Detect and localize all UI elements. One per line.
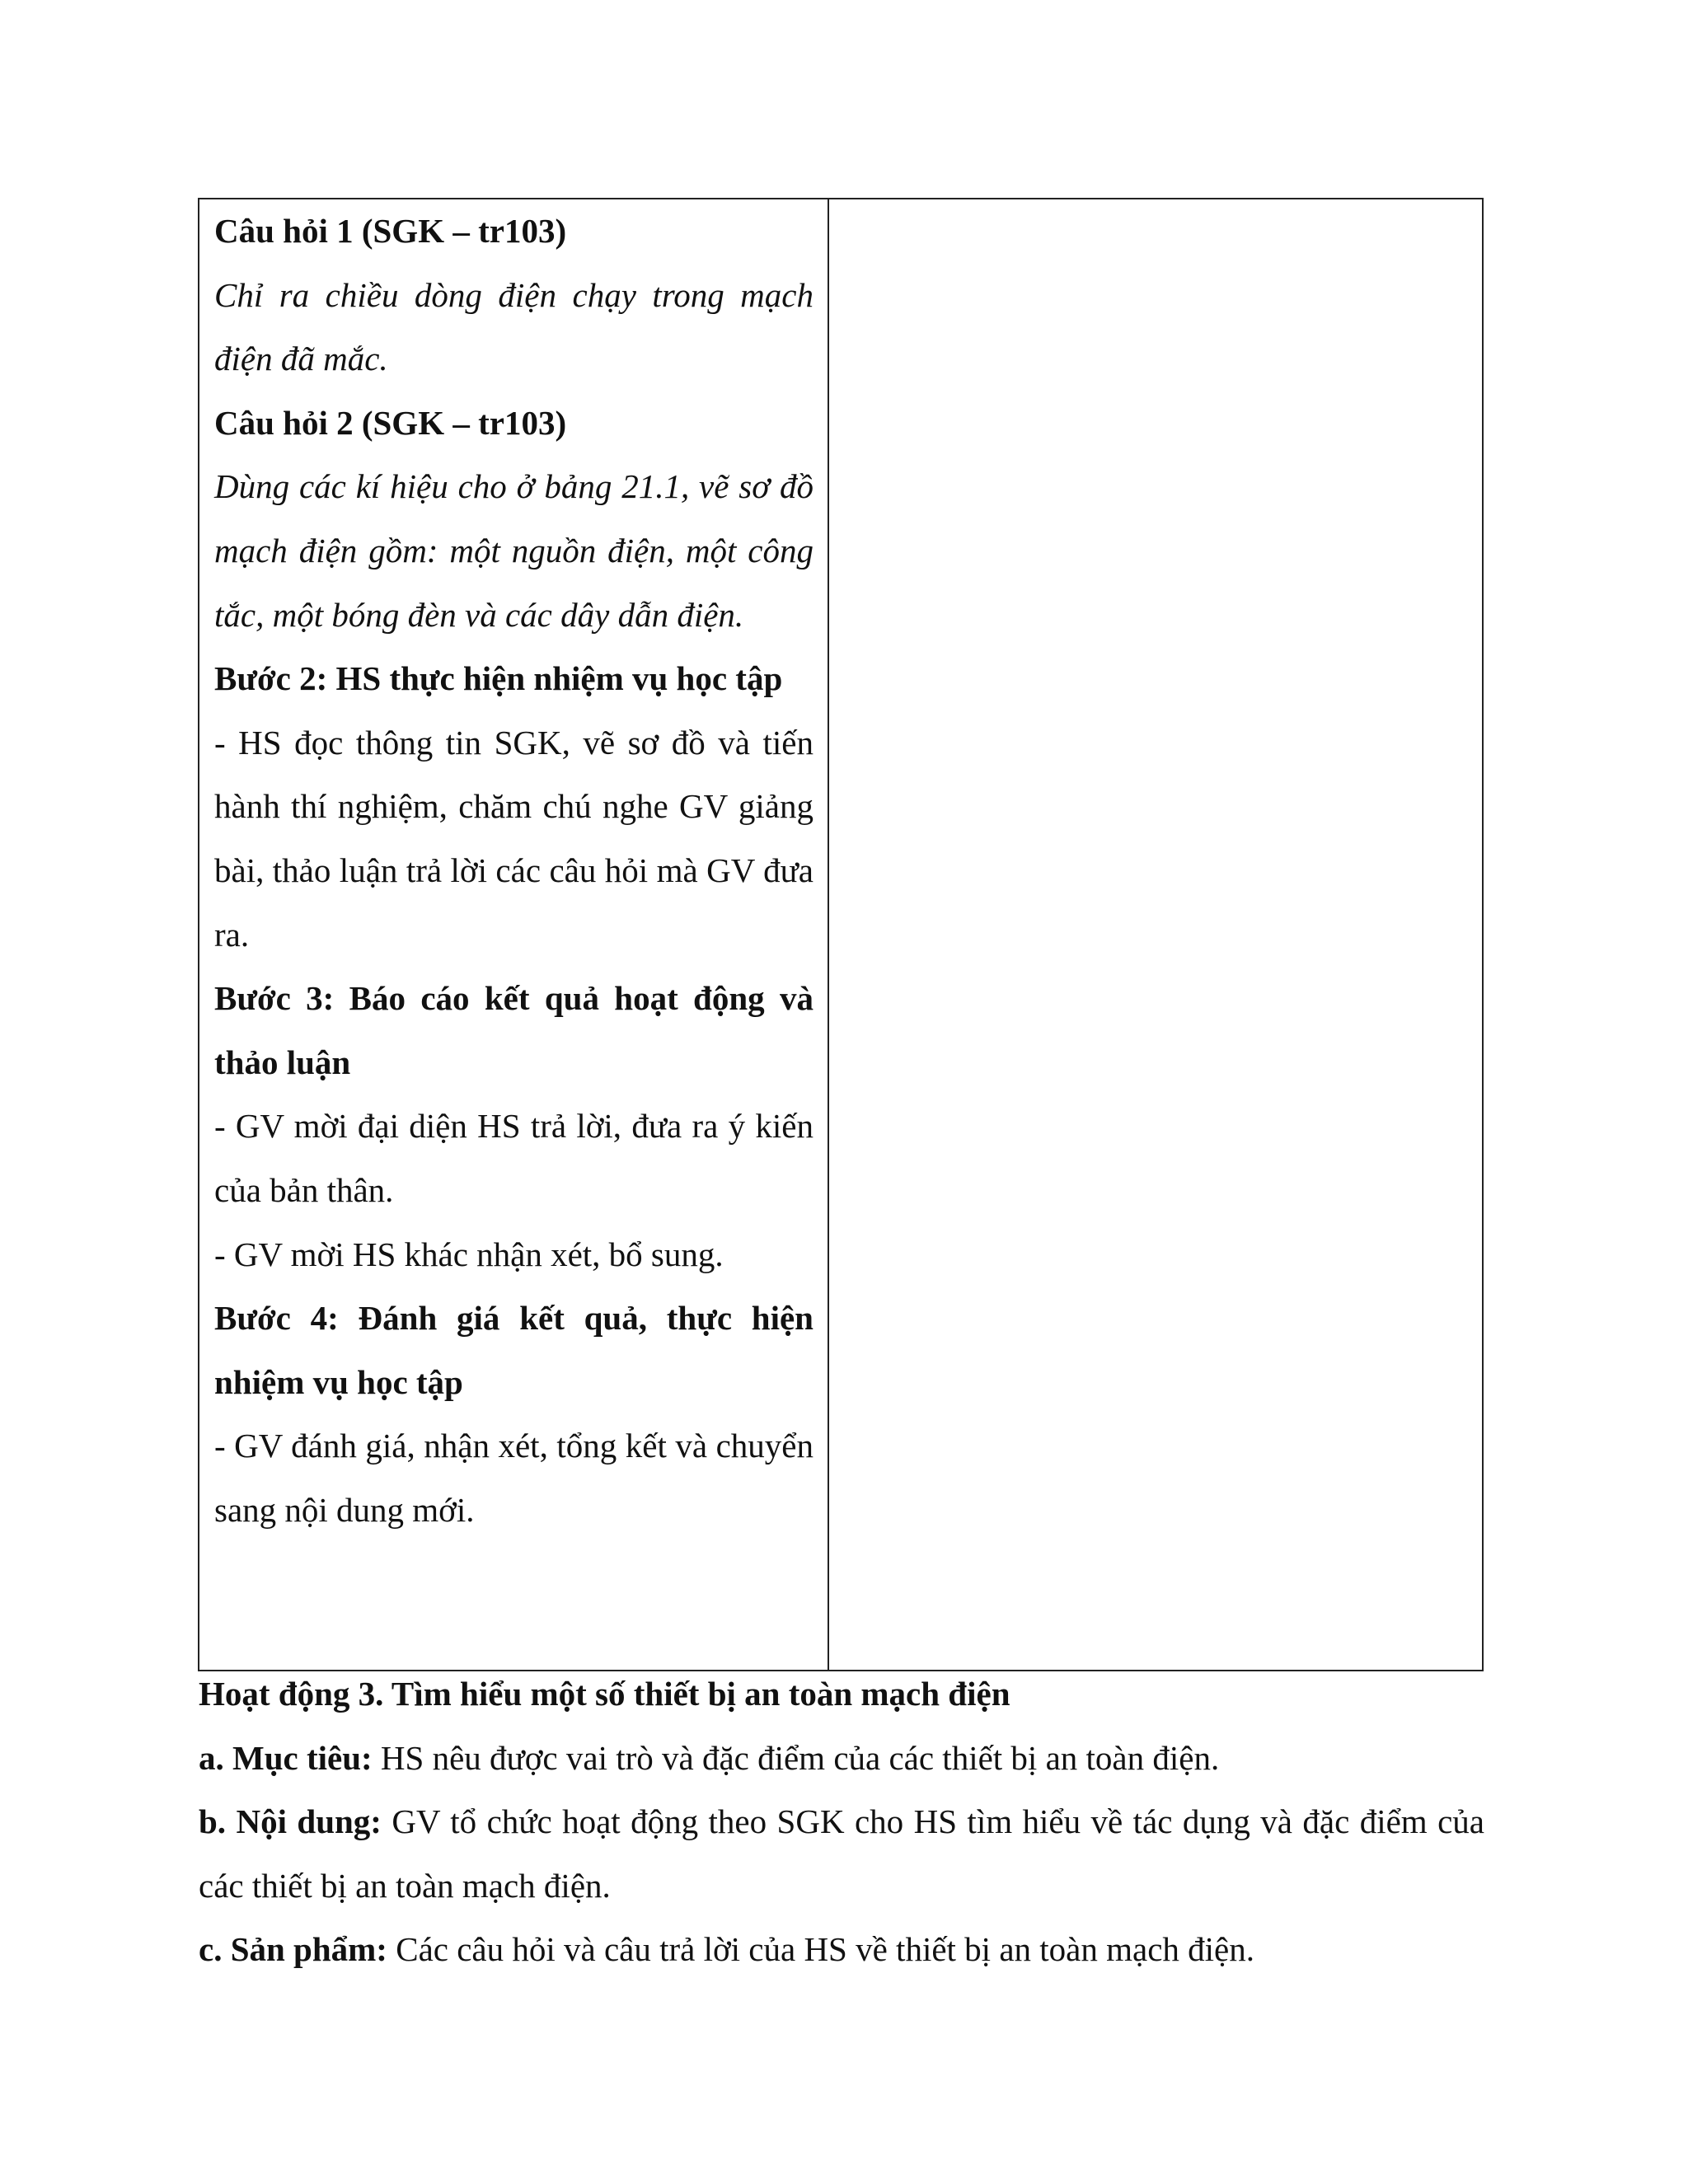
lesson-table — [198, 198, 1484, 1671]
content-text: GV tổ chức hoạt động theo SGK cho HS tìm hiểu về tác dụng và đặc điểm của các thiết bị an toàn mạch điện. — [199, 1802, 1484, 1905]
step-4-title: Bước 4: Đánh giá kết quả, thực hiện nhiệm vụ học tập — [214, 1299, 814, 1401]
table-cell-activities — [199, 199, 829, 1670]
step-2-title: Bước 2: HS thực hiện nhiệm vụ học tập — [214, 659, 783, 698]
cell-content — [214, 199, 814, 1542]
objective-text: HS nêu được vai trò và đặc điểm của các thiết bị an toàn điện. — [372, 1738, 1220, 1777]
product-text: Các câu hỏi và câu trả lời của HS về thiết bị an toàn mạch điện. — [387, 1930, 1254, 1969]
step-3-title: Bước 3: Báo cáo kết quả hoạt động và thảo luận — [214, 979, 814, 1081]
objective-paragraph — [199, 1727, 1484, 1791]
product-label: c. Sản phẩm: — [199, 1930, 387, 1969]
activity-section — [199, 1662, 1484, 1982]
product-paragraph — [199, 1918, 1484, 1982]
content-label: b. Nội dung: — [199, 1802, 382, 1841]
activity-title: Hoạt động 3. Tìm hiểu một số thiết bị an toàn mạch điện — [199, 1675, 1010, 1713]
question-2-text: Dùng các kí hiệu cho ở bảng 21.1, vẽ sơ đồ mạch điện gồm: một nguồn điện, một công tắc, một bóng đèn và các dây dẫn điện. — [214, 467, 814, 634]
step-3-text-1: - GV mời đại diện HS trả lời, đưa ra ý kiến của bản thân. — [214, 1107, 814, 1209]
step-3-text-2: - GV mời HS khác nhận xét, bổ sung. — [214, 1235, 724, 1273]
objective-label: a. Mục tiêu: — [199, 1738, 373, 1777]
question-2-title: Câu hỏi 2 (SGK – tr103) — [214, 403, 567, 442]
table-cell-products — [829, 199, 1482, 1670]
step-2-text: - HS đọc thông tin SGK, vẽ sơ đồ và tiến hành thí nghiệm, chăm chú nghe GV giảng bài, thảo luận trả lời các câu hỏi mà GV đưa ra. — [214, 723, 814, 954]
step-4-text: - GV đánh giá, nhận xét, tổng kết và chuyển sang nội dung mới. — [214, 1427, 814, 1529]
question-1-title: Câu hỏi 1 (SGK – tr103) — [214, 212, 567, 250]
content-paragraph — [199, 1790, 1484, 1918]
question-1-text: Chỉ ra chiều dòng điện chạy trong mạch điện đã mắc. — [214, 275, 814, 378]
